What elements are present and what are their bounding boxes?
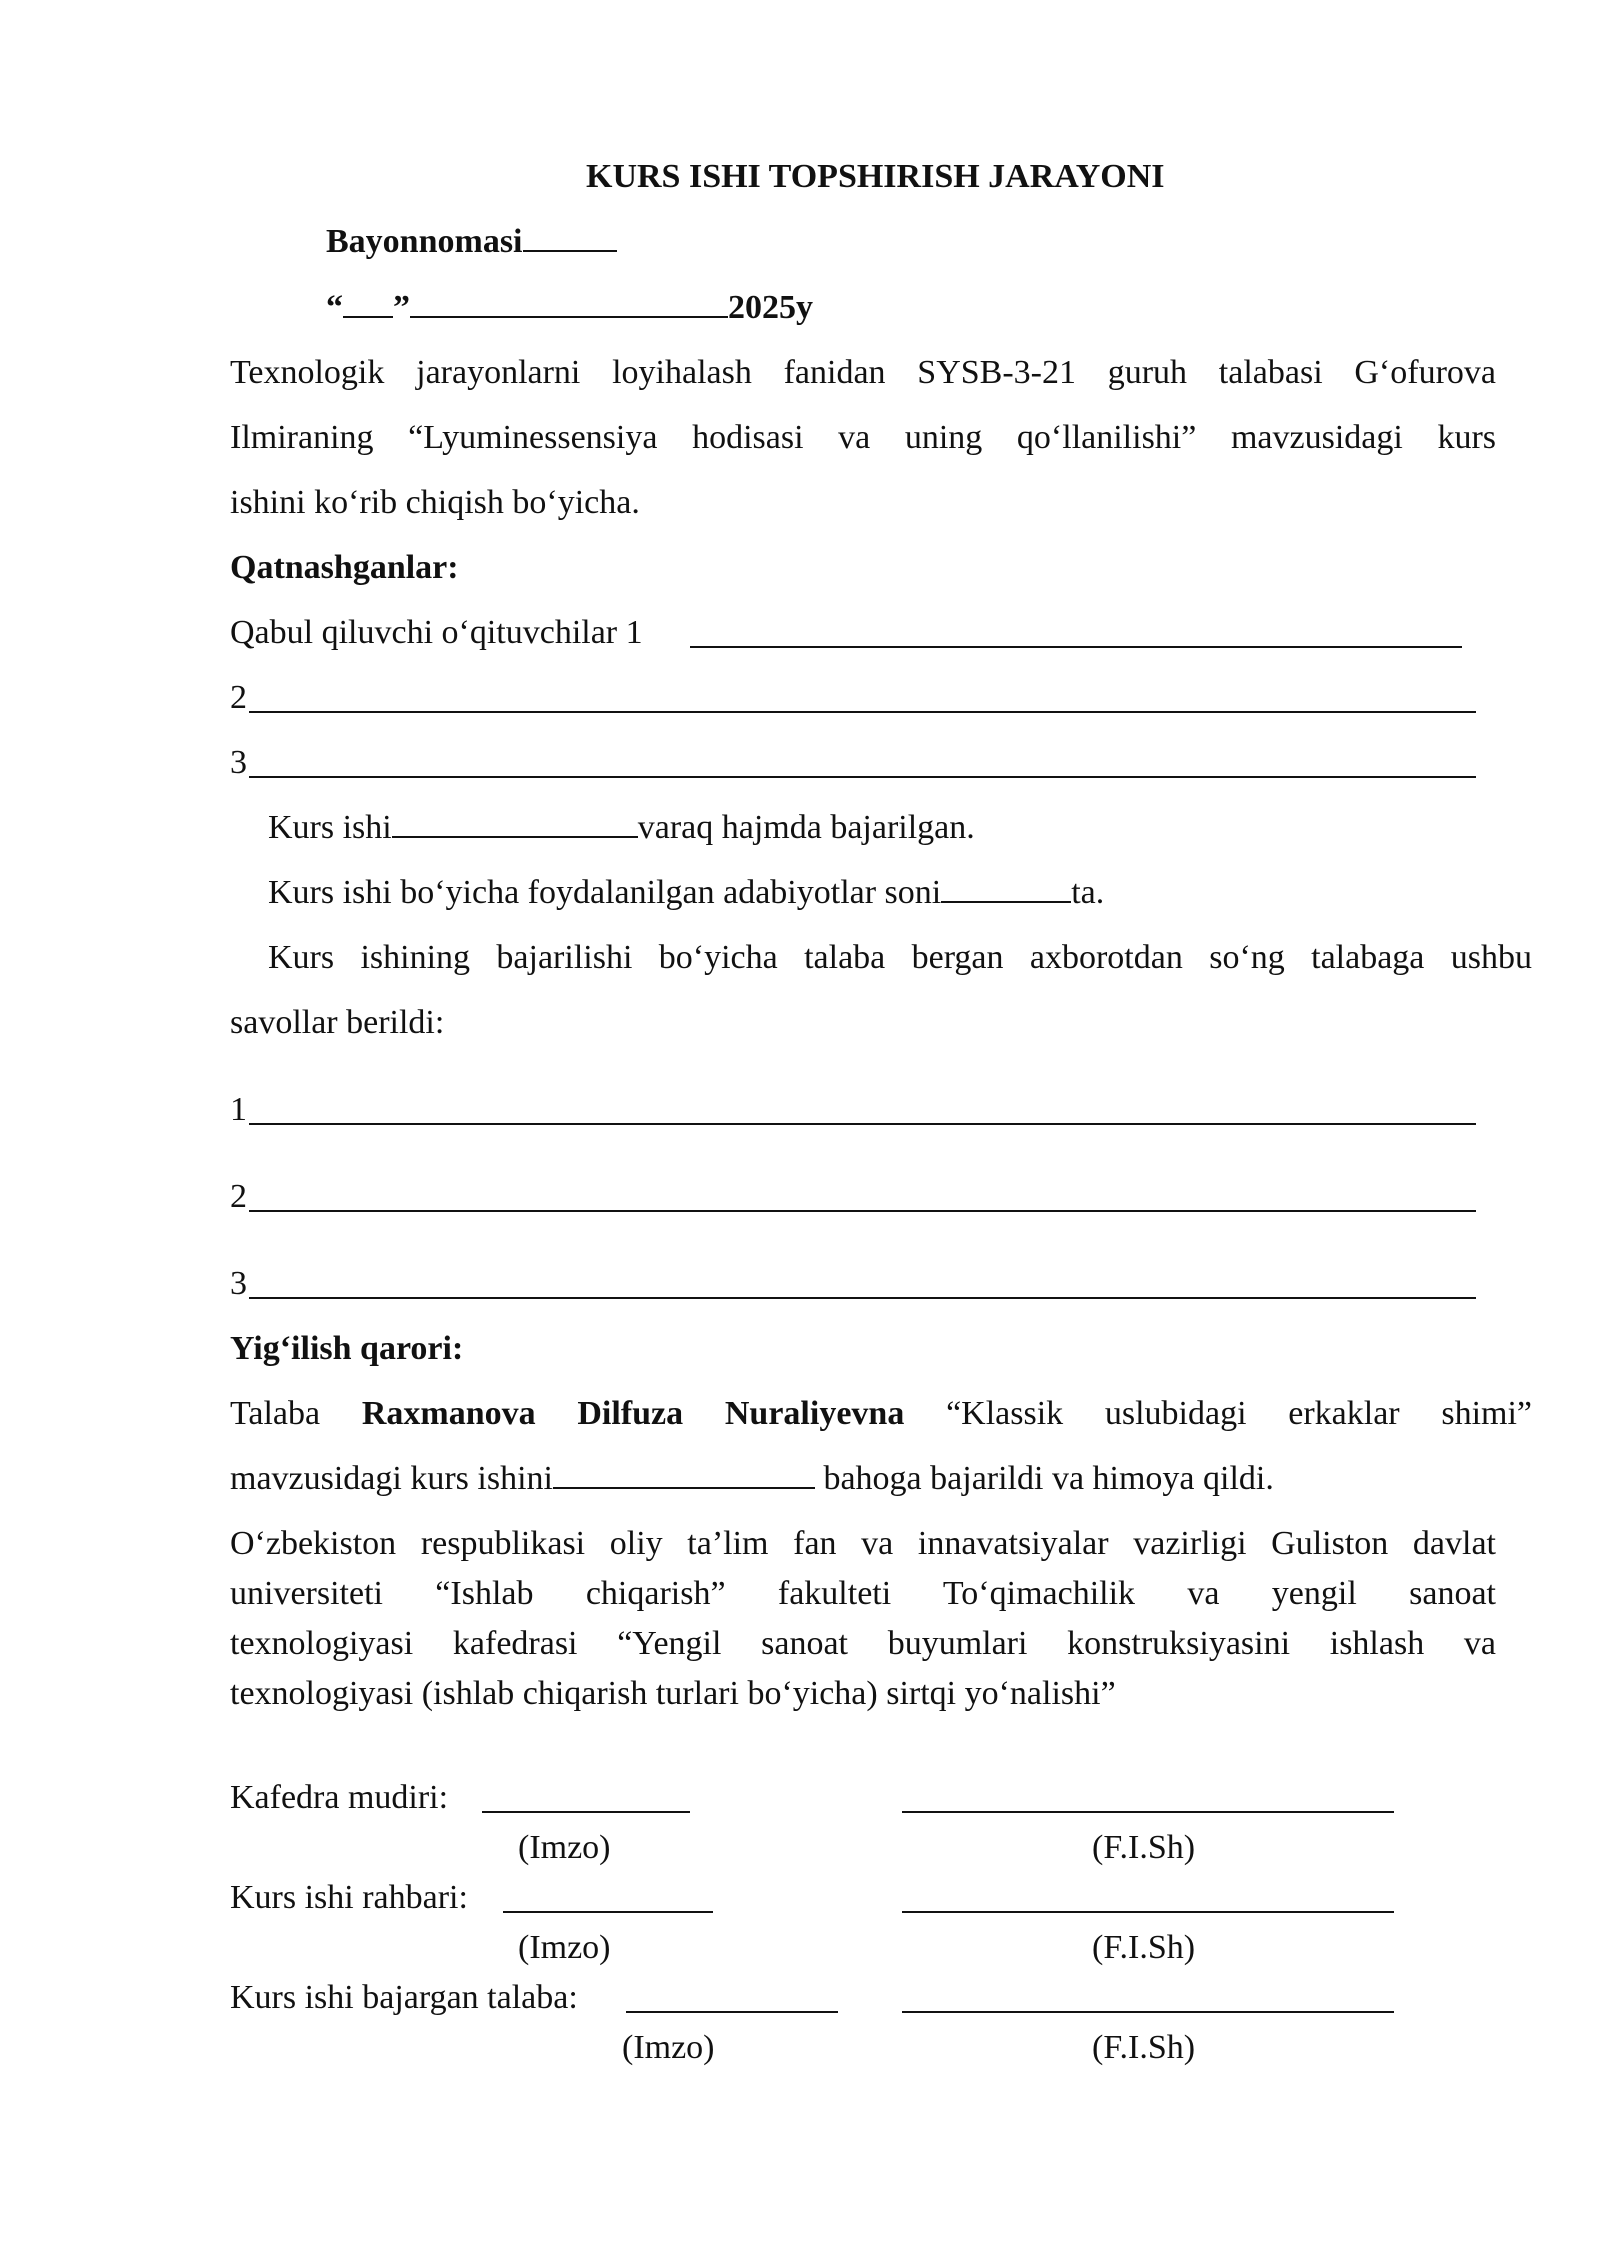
fish-line-student[interactable]	[902, 2011, 1394, 2013]
question-1-line[interactable]	[249, 1123, 1476, 1125]
decision-line-2: mavzusidagi kurs ishini bahoga bajarildi va himoya qildi.	[230, 1460, 1274, 1497]
teacher-2-line[interactable]	[249, 711, 1476, 713]
question-2-line[interactable]	[249, 1210, 1476, 1212]
participants-heading: Qatnashganlar:	[230, 549, 459, 586]
question-2-num: 2	[230, 1178, 247, 1215]
intro-line-1: Texnologik jarayonlarni loyihalash fanidan SYSB-3-21 guruh talabasi G‘ofurova	[230, 354, 1496, 391]
teacher-3-num: 3	[230, 744, 247, 781]
signature-line-head[interactable]	[482, 1811, 690, 1813]
intro-line-3: ishini ko‘rib chiqish bo‘yicha.	[230, 484, 640, 521]
teacher-3-line[interactable]	[249, 776, 1476, 778]
questions-line-1: Kurs ishining bajarilishi bo‘yicha talaba bergan axborotdan so‘ng talabaga ushbu	[268, 939, 1532, 976]
fish-caption-head: (F.I.Sh)	[1092, 1829, 1196, 1866]
document-title: KURS ISHI TOPSHIRISH JARAYONI	[586, 158, 1165, 195]
refs-line: Kurs ishi bo‘yicha foydalanilgan adabiyotlar soni ta.	[268, 874, 1105, 911]
date-line: “ ” 2025y	[326, 289, 813, 326]
intro-line-2: Ilmiraning “Lyuminessensiya hodisasi va uning qo‘llanilishi” mavzusidagi kurs	[230, 419, 1496, 456]
decision-heading: Yig‘ilish qarori:	[230, 1330, 464, 1367]
question-3-line[interactable]	[249, 1297, 1476, 1299]
teacher-1-line[interactable]	[690, 646, 1462, 648]
imzo-caption-head: (Imzo)	[518, 1829, 611, 1866]
grade-blank[interactable]	[553, 1463, 815, 1489]
bayonnoma-label: Bayonnomasi	[326, 224, 617, 259]
question-3-num: 3	[230, 1265, 247, 1302]
signature-line-supervisor[interactable]	[503, 1911, 713, 1913]
ministry-line-1: O‘zbekiston respublikasi oliy ta’lim fan va innavatsiyalar vazirligi Guliston davlat	[230, 1525, 1496, 1562]
refs-count-blank[interactable]	[941, 877, 1071, 903]
decision-line-1: Talaba Raxmanova Dilfuza Nuraliyevna “Klassik uslubidagi erkaklar shimi”	[230, 1395, 1533, 1432]
ministry-line-4: texnologiyasi (ishlab chiqarish turlari bo‘yicha) sirtqi yo‘nalishi”	[230, 1675, 1116, 1712]
imzo-caption-supervisor: (Imzo)	[518, 1929, 611, 1966]
signature-line-student[interactable]	[626, 2011, 838, 2013]
pages-line: Kurs ishi varaq hajmda bajarilgan.	[268, 809, 975, 846]
fish-line-head[interactable]	[902, 1811, 1394, 1813]
fish-caption-student: (F.I.Sh)	[1092, 2029, 1196, 2066]
fish-line-supervisor[interactable]	[902, 1911, 1394, 1913]
bayonnoma-number-blank[interactable]	[523, 224, 617, 252]
ministry-line-2: universiteti “Ishlab chiqarish” fakulteti To‘qimachilik va yengil sanoat	[230, 1575, 1496, 1612]
questions-line-2: savollar berildi:	[230, 1004, 445, 1041]
date-day-blank[interactable]	[343, 290, 393, 318]
signature-label-supervisor: Kurs ishi rahbari:	[230, 1879, 468, 1916]
teacher-2-num: 2	[230, 679, 247, 716]
imzo-caption-student: (Imzo)	[622, 2029, 715, 2066]
teachers-label: Qabul qiluvchi o‘qituvchilar 1	[230, 614, 643, 651]
fish-caption-supervisor: (F.I.Sh)	[1092, 1929, 1196, 1966]
signature-label-head: Kafedra mudiri:	[230, 1779, 449, 1816]
pages-count-blank[interactable]	[392, 812, 638, 838]
signature-label-student: Kurs ishi bajargan talaba:	[230, 1979, 578, 2016]
question-1-num: 1	[230, 1091, 247, 1128]
ministry-line-3: texnologiyasi kafedrasi “Yengil sanoat buyumlari konstruksiyasini ishlash va	[230, 1625, 1496, 1662]
date-month-blank[interactable]	[410, 290, 728, 318]
